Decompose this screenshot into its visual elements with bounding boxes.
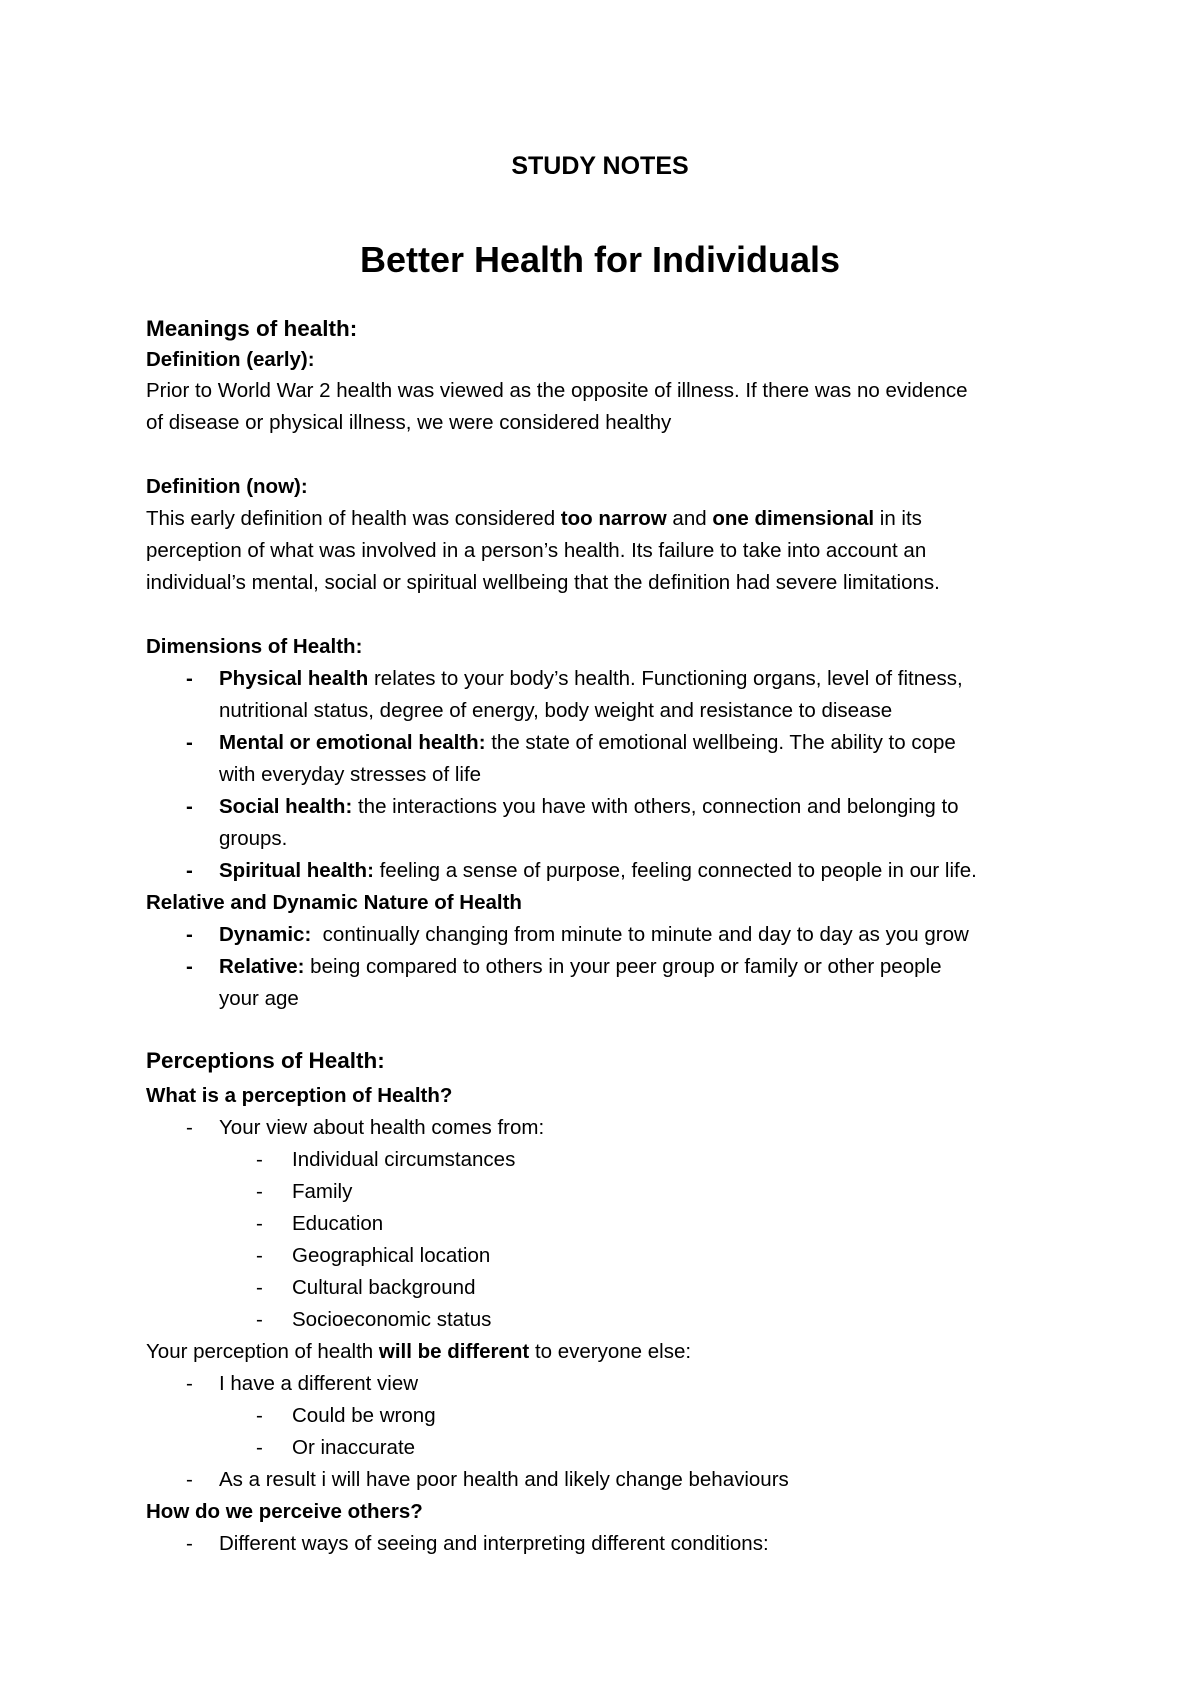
perceive-others-question: How do we perceive others?: [146, 1500, 423, 1523]
relative-dynamic-heading: Relative and Dynamic Nature of Health: [146, 891, 522, 914]
list-item-continuation: your age: [219, 987, 299, 1010]
definition-now-line-1: This early definition of health was considered too narrow and one dimensional in its: [146, 507, 922, 530]
list-item-continuation: with everyday stresses of life: [219, 763, 482, 786]
meanings-heading: Meanings of health:: [146, 316, 358, 341]
definition-early-label: Definition (early):: [146, 348, 315, 371]
definition-now-line-3: individual’s mental, social or spiritual wellbeing that the definition had severe limitations.: [146, 571, 940, 594]
perception-different-line: Your perception of health will be different to everyone else:: [146, 1340, 692, 1363]
list-item-continuation: groups.: [219, 827, 288, 850]
document-page: STUDY NOTES Better Health for Individuals Meanings of health: Definition (early): Prior to World War 2 health was viewed as the opposite of illness. If there was no evidence of disease or physical illness, we were considered healthy Definition (now): This early definition of health was considered too narrow and one dimensional in its perception of what was involved in a person’s health. Its failure to take into account an individual’s mental, social or spiritual wellbeing that the definition had severe limitations. Dimensions of Health: - Physical health relates to your body’s health. Functioning organs, level of fitness, nutritional status, degree of energy, body weight and resistance to disease - Mental or emotional health: the state of emotional wellbeing. The ability to cope with everyday stresses of life - Social health: the interactions you have with others, connection and belonging to groups. - Spiritual health: feeling a sense of purpose, feeling connected to people in our life. Relative and Dynamic Nature of Health - Dynamic: continually changing from minute to minute and day to day as you grow - Relative: being compared to others in your peer group or family or other people your age Perceptions of Health: What is a perception of Health? - Your view about health comes from: - Individual circumstances - Family - Education - Geographical location - Cultural background - Socioeconomic status Your perception of health will be different to everyone else: - I have a different view - Could be wrong - Or inaccurate - As a result i will have poor health and likely change behaviours How do we perceive others? - Different ways of seeing and interpreting different conditions:: [0, 0, 1200, 1694]
perceptions-heading: Perceptions of Health:: [146, 1048, 385, 1073]
definition-early-line-2: of disease or physical illness, we were considered healthy: [146, 411, 672, 434]
page-title: Better Health for Individuals: [359, 239, 841, 280]
definition-now-label: Definition (now):: [146, 475, 308, 498]
list-item-continuation: nutritional status, degree of energy, body weight and resistance to disease: [219, 699, 893, 722]
definition-now-line-2: perception of what was involved in a person’s health. Its failure to take into account an: [146, 539, 927, 562]
study-notes-label: STUDY NOTES: [511, 152, 689, 180]
dimensions-heading: Dimensions of Health:: [146, 635, 363, 658]
perception-question: What is a perception of Health?: [146, 1084, 453, 1107]
definition-early-line-1: Prior to World War 2 health was viewed as the opposite of illness. If there was no evidence: [146, 379, 968, 402]
